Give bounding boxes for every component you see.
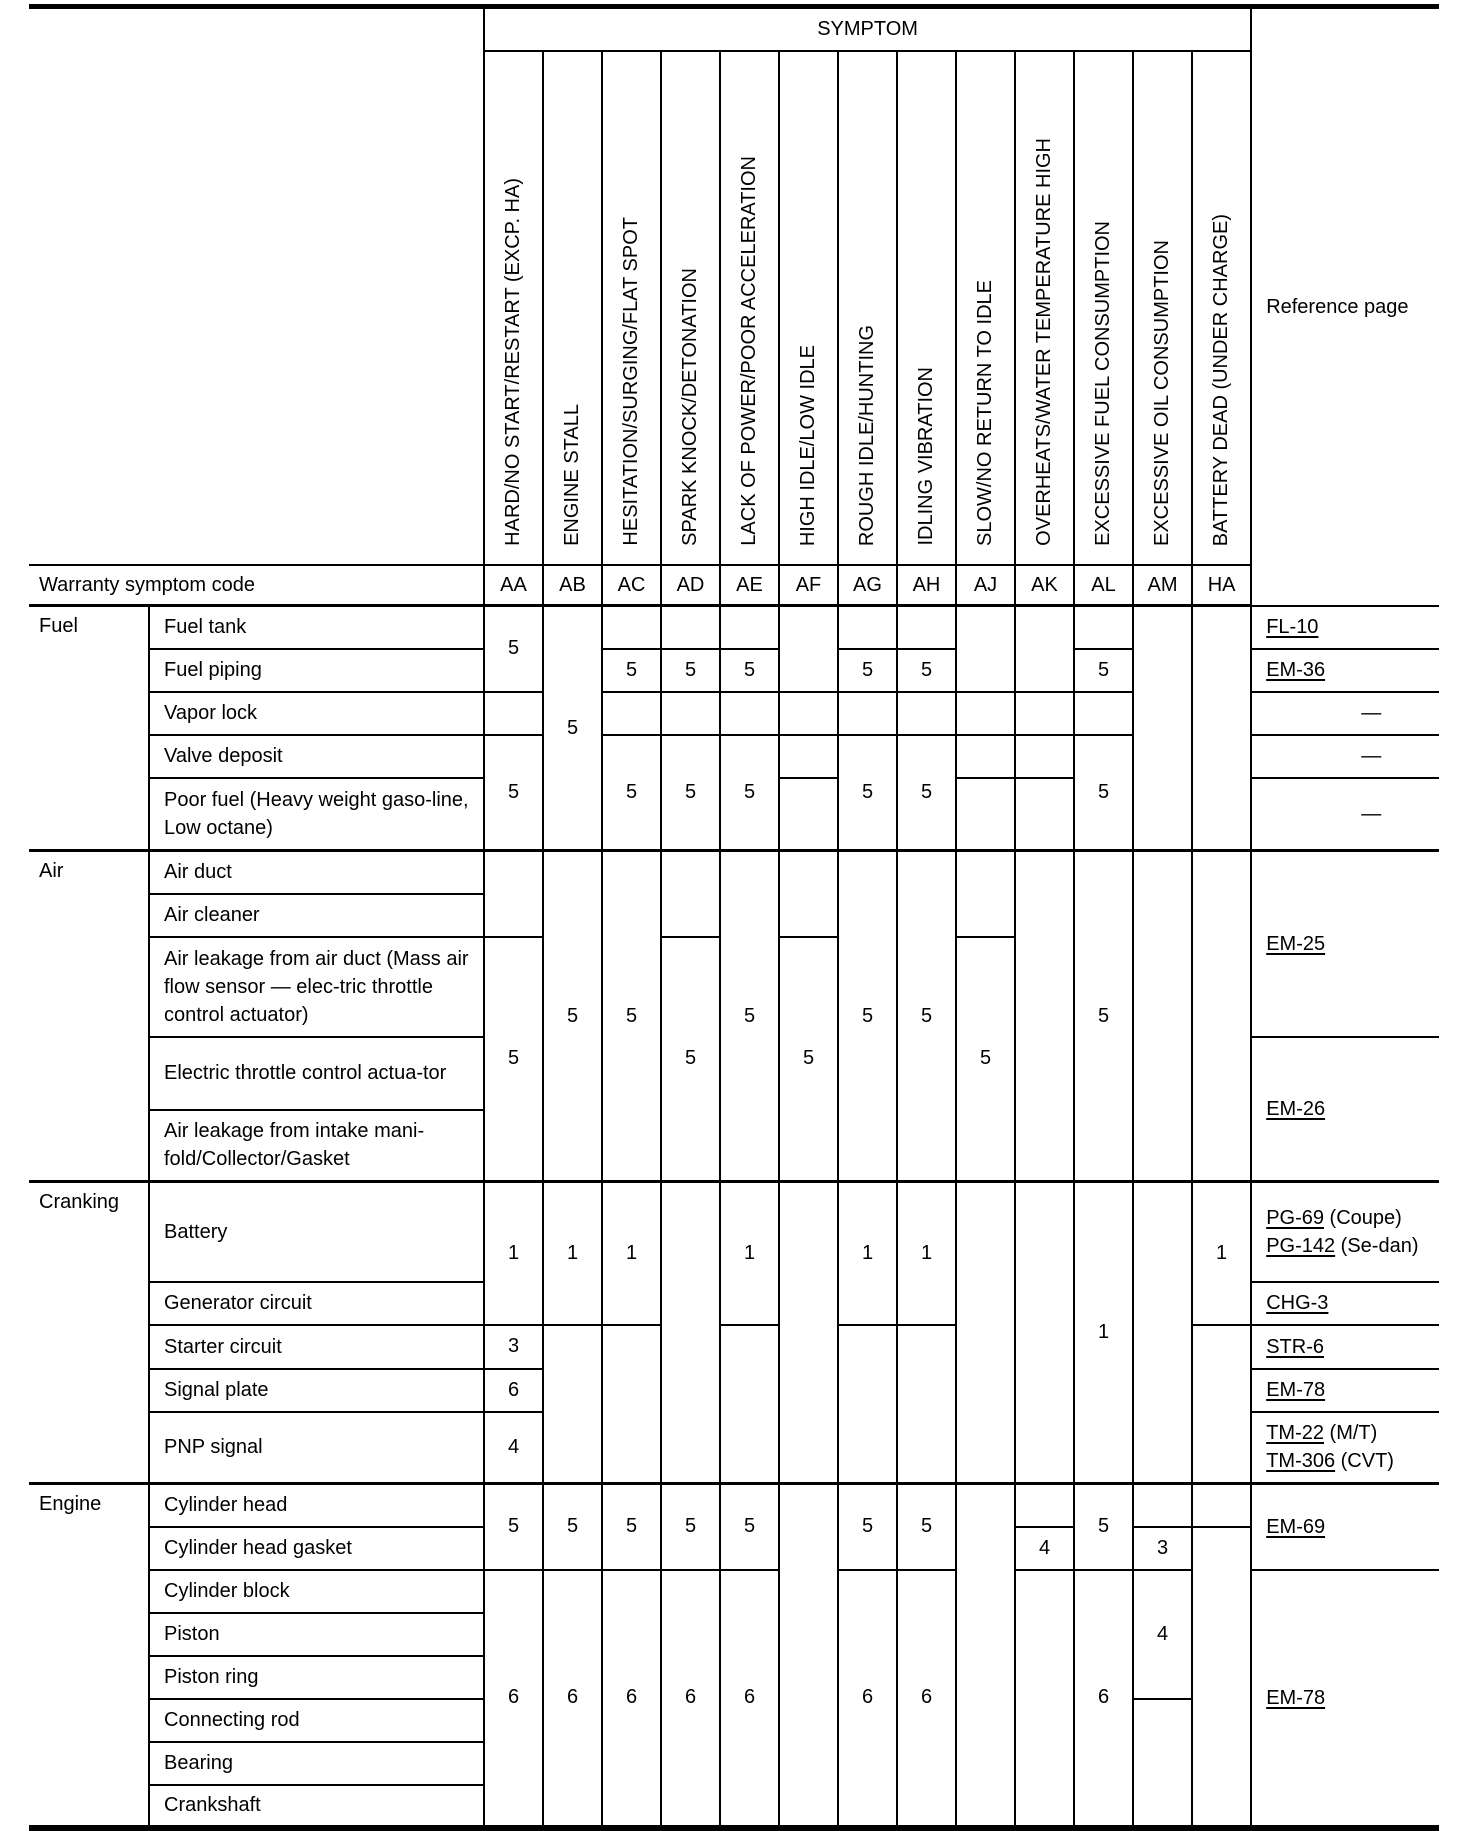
cell-aj (956, 692, 1015, 735)
cell-aj (956, 1182, 1015, 1484)
cell-al: 6 (1074, 1570, 1133, 1828)
cell-ac: 5 (602, 649, 661, 692)
cell-aa (484, 692, 543, 735)
header-blank (29, 7, 484, 566)
cell-ab: 5 (543, 851, 602, 1182)
symptom-header-ab (543, 51, 602, 565)
warranty-code-aa: AA (484, 565, 543, 606)
warranty-code-ak: AK (1015, 565, 1074, 606)
cell-ak (1015, 735, 1074, 778)
symptom-header-af (779, 51, 838, 565)
cell-ag: 1 (838, 1182, 897, 1325)
warranty-code-row (29, 565, 1439, 606)
item-name: Piston (149, 1613, 484, 1656)
cell-ad: 5 (661, 735, 720, 851)
cell-aa: 3 (484, 1325, 543, 1369)
cell-ae (720, 1325, 779, 1484)
reference-link[interactable]: EM-78 (1266, 1379, 1326, 1401)
reference-note: (M/T) (1323, 1422, 1378, 1445)
cell-ag: 5 (838, 851, 897, 1182)
cell-ag: 5 (838, 735, 897, 851)
cell-aa: 5 (484, 735, 543, 851)
cell-aa (484, 851, 543, 937)
cell-ad: 6 (661, 1570, 720, 1828)
symptom-name: EXCESSIVE FUEL CONSUMPTION (1092, 221, 1114, 546)
cell-ah: 6 (897, 1570, 956, 1828)
cell-aa: 5 (484, 1484, 543, 1570)
reference-link[interactable]: PG-142 (1266, 1234, 1336, 1257)
cell-ah (897, 692, 956, 735)
cell-ab: 1 (543, 1182, 602, 1325)
reference-cell: — (1251, 778, 1439, 851)
cell-ab: 5 (543, 606, 602, 851)
cell-ab (543, 1325, 602, 1484)
cell-am: 3 (1133, 1527, 1192, 1570)
warranty-code-ae: AE (720, 565, 779, 606)
cell-aj (956, 606, 1015, 692)
cell-ae (720, 692, 779, 735)
item-name: Starter circuit (149, 1325, 484, 1369)
reference-link[interactable]: STR-6 (1266, 1335, 1324, 1358)
reference-note: (Se-dan) (1335, 1234, 1419, 1257)
cell-aj (956, 735, 1015, 778)
cell-ah: 1 (897, 1182, 956, 1325)
symptom-title: SYMPTOM (484, 7, 1251, 52)
symptom-diagnosis-table (29, 4, 1439, 1831)
cell-ac: 5 (602, 735, 661, 851)
symptom-name: HESITATION/SURGING/FLAT SPOT (620, 217, 642, 546)
symptom-name: IDLING VIBRATION (915, 367, 937, 546)
cell-ac: 6 (602, 1570, 661, 1828)
cell-ae (720, 606, 779, 649)
category-air: Air (29, 851, 149, 1182)
symptom-header-ag (838, 51, 897, 565)
cell-ad (661, 606, 720, 649)
cell-ae: 1 (720, 1182, 779, 1325)
category-fuel: Fuel (29, 606, 149, 851)
cell-ad (661, 1182, 720, 1484)
table-row (29, 1182, 1439, 1282)
cell-ac: 1 (602, 1182, 661, 1325)
cell-ag: 5 (838, 649, 897, 692)
cell-ah (897, 1325, 956, 1484)
cell-aj (956, 778, 1015, 851)
cell-am (1133, 1182, 1192, 1484)
cell-ag (838, 692, 897, 735)
cell-af (779, 735, 838, 778)
cell-ac (602, 692, 661, 735)
cell-ah: 5 (897, 851, 956, 1182)
symptom-name: EXCESSIVE OIL CONSUMPTION (1151, 240, 1173, 546)
cell-ae: 5 (720, 1484, 779, 1570)
cell-al (1074, 692, 1133, 735)
symptom-header-ad (661, 51, 720, 565)
cell-aa: 6 (484, 1369, 543, 1412)
symptom-name: OVERHEATS/WATER TEMPERATURE HIGH (1033, 138, 1055, 546)
warranty-code-ha: HA (1192, 565, 1251, 606)
cell-aa: 1 (484, 1182, 543, 1325)
cell-ac: 5 (602, 1484, 661, 1570)
symptom-header-ha (1192, 51, 1251, 565)
cell-ac (602, 606, 661, 649)
warranty-symptom-code-label: Warranty symptom code (29, 565, 484, 606)
cell-ak (1015, 851, 1074, 1182)
cell-ha (1192, 851, 1251, 1182)
item-name: Cylinder head gasket (149, 1527, 484, 1570)
item-name: Air duct (149, 851, 484, 894)
item-name: Battery (149, 1182, 484, 1282)
reference-cell (1251, 1182, 1439, 1282)
warranty-code-ag: AG (838, 565, 897, 606)
reference-link[interactable]: TM-22 (1266, 1422, 1324, 1445)
item-name: Air leakage from air duct (Mass air flow sensor — elec-tric throttle control actuator) (149, 937, 484, 1037)
reference-cell (1251, 606, 1439, 649)
reference-note: (Coupe) (1324, 1206, 1402, 1229)
cell-ah: 5 (897, 649, 956, 692)
cell-am (1133, 1699, 1192, 1828)
warranty-code-ad: AD (661, 565, 720, 606)
cell-ha: 1 (1192, 1182, 1251, 1325)
table-row (29, 851, 1439, 894)
warranty-code-af: AF (779, 565, 838, 606)
symptom-header-am (1133, 51, 1192, 565)
table-row (29, 1484, 1439, 1527)
item-name: Cylinder block (149, 1570, 484, 1613)
reference-link[interactable]: EM-25 (1266, 932, 1326, 955)
reference-cell (1251, 1570, 1439, 1828)
reference-link[interactable]: EM-69 (1266, 1515, 1326, 1538)
item-name: Fuel piping (149, 649, 484, 692)
symptom-name: HARD/NO START/RESTART (EXCP. HA) (502, 178, 524, 546)
cell-ak: 4 (1015, 1527, 1074, 1570)
cell-ah: 5 (897, 735, 956, 851)
cell-ak (1015, 606, 1074, 692)
cell-al: 1 (1074, 1182, 1133, 1484)
reference-page-header: Reference page (1251, 7, 1439, 606)
reference-cell (1251, 1412, 1439, 1484)
warranty-code-al: AL (1074, 565, 1133, 606)
warranty-code-ah: AH (897, 565, 956, 606)
symptom-name: ROUGH IDLE/HUNTING (856, 324, 878, 546)
cell-ae: 5 (720, 851, 779, 1182)
item-name: Piston ring (149, 1656, 484, 1699)
warranty-code-aj: AJ (956, 565, 1015, 606)
symptom-header-aa (484, 51, 543, 565)
cell-af: 5 (779, 937, 838, 1182)
cell-ae: 5 (720, 649, 779, 692)
cell-ab: 5 (543, 1484, 602, 1570)
item-name: Valve deposit (149, 735, 484, 778)
cell-af (779, 1182, 838, 1484)
item-name: PNP signal (149, 1412, 484, 1484)
cell-ak (1015, 692, 1074, 735)
cell-am (1133, 851, 1192, 1182)
symptom-header-ak (1015, 51, 1074, 565)
cell-ad: 5 (661, 649, 720, 692)
item-name: Poor fuel (Heavy weight gaso-line, Low octane) (149, 778, 484, 851)
cell-af (779, 851, 838, 937)
table-row (29, 1325, 1439, 1369)
reference-cell (1251, 1325, 1439, 1369)
reference-cell: — (1251, 692, 1439, 735)
cell-am (1133, 1484, 1192, 1527)
reference-cell (1251, 1037, 1439, 1182)
cell-am: 4 (1133, 1570, 1192, 1699)
cell-aa: 5 (484, 606, 543, 692)
reference-cell (1251, 1369, 1439, 1412)
cell-ha (1192, 606, 1251, 851)
reference-link[interactable]: EM-78 (1266, 1686, 1326, 1709)
reference-link[interactable]: CHG-3 (1266, 1292, 1329, 1314)
cell-af (779, 1484, 838, 1828)
cell-ad (661, 692, 720, 735)
cell-ah (897, 606, 956, 649)
header-row-symptom (29, 7, 1439, 52)
symptom-header-ae (720, 51, 779, 565)
reference-link[interactable]: FL-10 (1266, 616, 1319, 638)
item-name: Electric throttle control actua-tor (149, 1037, 484, 1110)
cell-ha (1192, 1484, 1251, 1527)
cell-ak (1015, 778, 1074, 851)
cell-ad: 5 (661, 937, 720, 1182)
item-name: Generator circuit (149, 1282, 484, 1325)
reference-cell: — (1251, 735, 1439, 778)
symptom-name: BATTERY DEAD (UNDER CHARGE) (1210, 213, 1233, 546)
cell-aj: 5 (956, 937, 1015, 1182)
cell-aj (956, 851, 1015, 937)
cell-ag (838, 1325, 897, 1484)
warranty-code-ab: AB (543, 565, 602, 606)
reference-link[interactable]: EM-26 (1266, 1097, 1326, 1120)
cell-ac (602, 1325, 661, 1484)
symptom-header-aj (956, 51, 1015, 565)
reference-cell (1251, 851, 1439, 1037)
cell-ad: 5 (661, 1484, 720, 1570)
cell-ag: 6 (838, 1570, 897, 1828)
reference-cell (1251, 1484, 1439, 1570)
symptom-name: HIGH IDLE/LOW IDLE (797, 344, 819, 546)
item-name: Signal plate (149, 1369, 484, 1412)
category-cranking: Cranking (29, 1182, 149, 1484)
category-engine: Engine (29, 1484, 149, 1828)
cell-aj (956, 1484, 1015, 1828)
item-name: Air cleaner (149, 894, 484, 937)
item-name: Connecting rod (149, 1699, 484, 1742)
cell-ak (1015, 1182, 1074, 1484)
symptom-header-ah (897, 51, 956, 565)
warranty-code-ac: AC (602, 565, 661, 606)
cell-ag (838, 606, 897, 649)
item-name: Air leakage from intake mani-fold/Collector/Gasket (149, 1110, 484, 1182)
table-row (29, 606, 1439, 649)
cell-ae: 6 (720, 1570, 779, 1828)
cell-ak (1015, 1484, 1074, 1527)
reference-note: (CVT) (1335, 1450, 1394, 1473)
symptom-header-al (1074, 51, 1133, 565)
cell-ab: 6 (543, 1570, 602, 1828)
cell-aa: 5 (484, 937, 543, 1182)
symptom-header-ac (602, 51, 661, 565)
symptom-name: SLOW/NO RETURN TO IDLE (974, 280, 996, 546)
cell-af (779, 778, 838, 851)
item-name: Cylinder head (149, 1484, 484, 1527)
item-name: Bearing (149, 1742, 484, 1785)
reference-link[interactable]: PG-69 (1266, 1206, 1324, 1229)
cell-af (779, 606, 838, 692)
cell-ad (661, 851, 720, 937)
reference-link[interactable]: EM-36 (1266, 659, 1326, 681)
cell-al: 5 (1074, 851, 1133, 1182)
cell-ag: 5 (838, 1484, 897, 1570)
item-name: Crankshaft (149, 1785, 484, 1828)
cell-al: 5 (1074, 735, 1133, 851)
cell-ah: 5 (897, 1484, 956, 1570)
cell-ak (1015, 1570, 1074, 1828)
cell-aa: 6 (484, 1570, 543, 1828)
symptom-name: ENGINE STALL (561, 404, 583, 546)
cell-ac: 5 (602, 851, 661, 1182)
warranty-code-am: AM (1133, 565, 1192, 606)
cell-al: 5 (1074, 649, 1133, 692)
cell-al: 5 (1074, 1484, 1133, 1570)
cell-al (1074, 606, 1133, 649)
cell-ha (1192, 1527, 1251, 1828)
cell-af (779, 692, 838, 735)
symptom-name: LACK OF POWER/POOR ACCELERATION (738, 156, 760, 546)
cell-aa: 4 (484, 1412, 543, 1484)
item-name: Vapor lock (149, 692, 484, 735)
reference-cell (1251, 1282, 1439, 1325)
reference-link[interactable]: TM-306 (1266, 1450, 1336, 1473)
reference-cell (1251, 649, 1439, 692)
cell-ae: 5 (720, 735, 779, 851)
symptom-name: SPARK KNOCK/DETONATION (679, 268, 701, 546)
cell-am (1133, 606, 1192, 851)
item-name: Fuel tank (149, 606, 484, 649)
cell-ha (1192, 1325, 1251, 1484)
